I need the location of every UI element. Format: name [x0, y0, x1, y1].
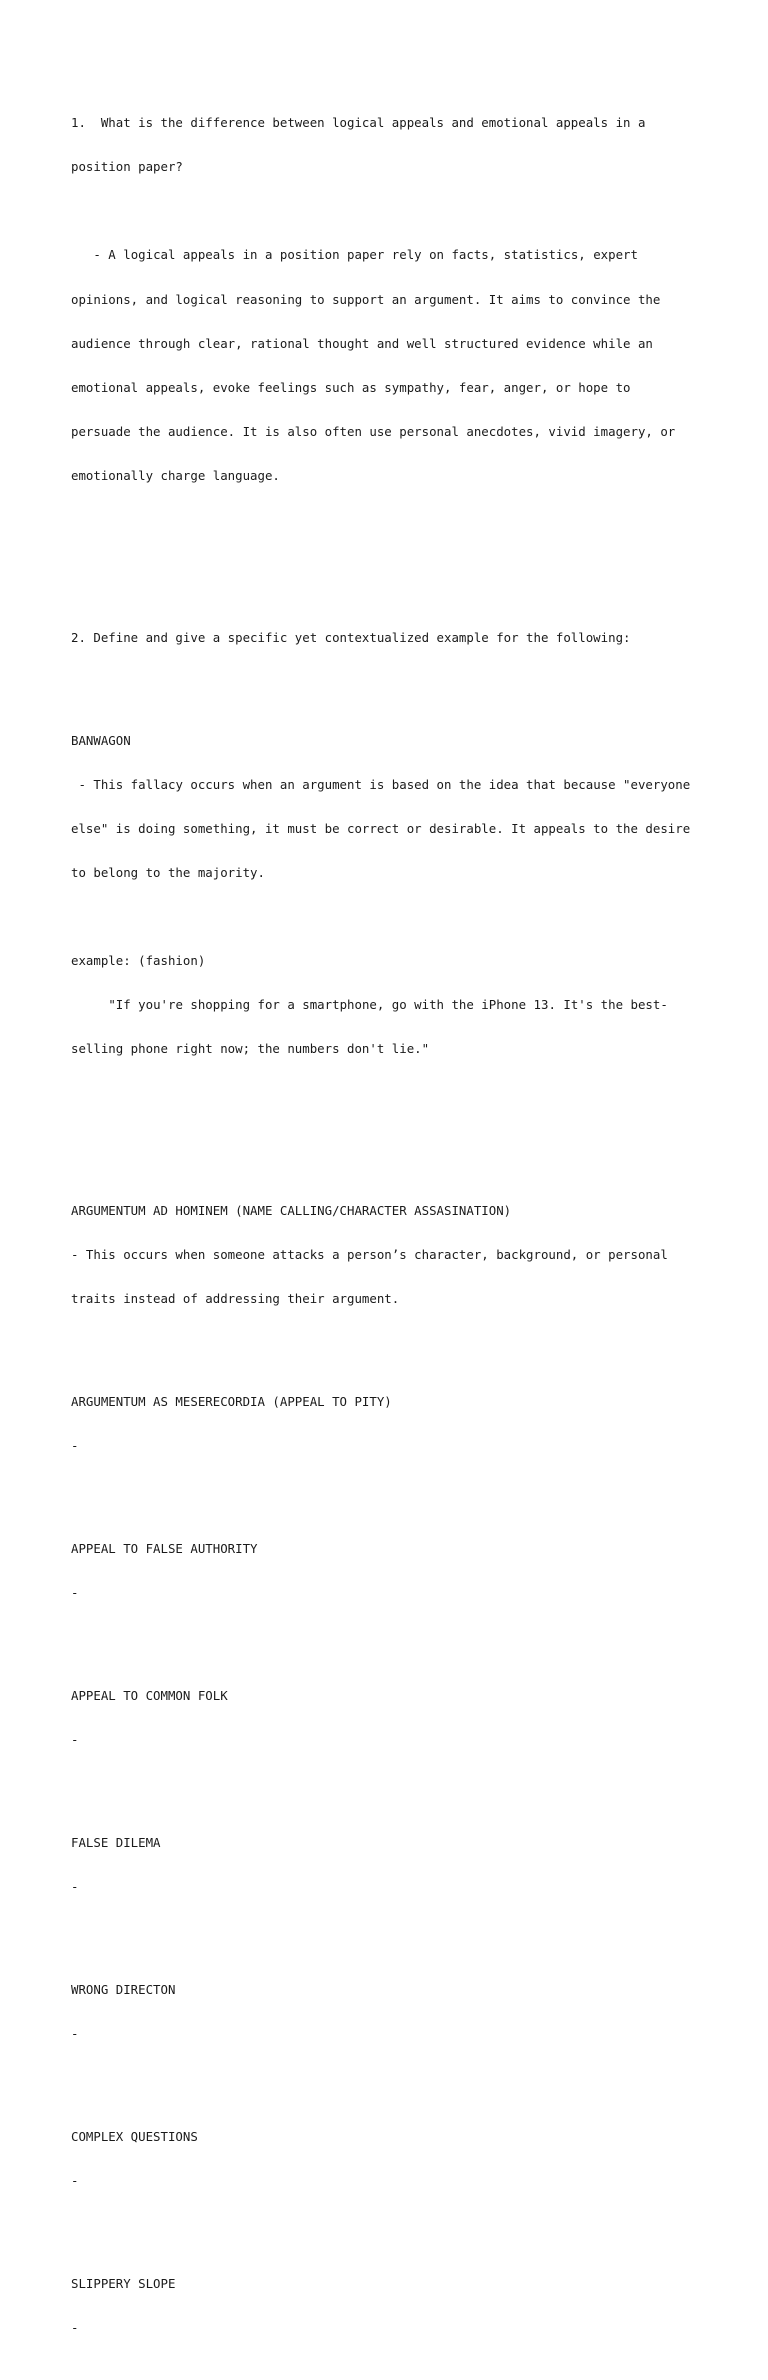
- term-definition-line: to belong to the majority.: [71, 864, 265, 880]
- term-heading: WRONG DIRECTON: [71, 1982, 176, 1998]
- answer-1-line: persuade the audience. It is also often use personal anecdotes, vivid imagery, or: [71, 423, 676, 439]
- term-definition-line: else" is doing something, it must be correct or desirable. It appeals to the desire: [71, 820, 691, 836]
- term-definition: -: [71, 1879, 79, 1895]
- answer-1-line: opinions, and logical reasoning to support an argument. It aims to convince the: [71, 291, 661, 307]
- term-definition: -: [71, 2320, 79, 2336]
- term-heading-bandwagon: BANWAGON: [71, 732, 131, 748]
- answer-1-line: - A logical appeals in a position paper rely on facts, statistics, expert: [71, 247, 638, 263]
- term-heading: COMPLEX QUESTIONS: [71, 2129, 198, 2145]
- term-heading: ARGUMENTUM AS MESERECORDIA (APPEAL TO PITY): [71, 1394, 392, 1410]
- term-definition-line: - This fallacy occurs when an argument is based on the idea that because "everyone: [71, 776, 691, 792]
- question-1-line-2: position paper?: [71, 159, 183, 175]
- question-1-line-1: 1. What is the difference between logical appeals and emotional appeals in a: [71, 115, 646, 131]
- term-definition: -: [71, 1438, 79, 1454]
- example-label: example: (fashion): [71, 953, 206, 969]
- term-heading: SLIPPERY SLOPE: [71, 2276, 176, 2292]
- term-definition: -: [71, 1732, 79, 1748]
- term-heading: APPEAL TO FALSE AUTHORITY: [71, 1541, 258, 1557]
- term-heading: APPEAL TO COMMON FOLK: [71, 1688, 228, 1704]
- term-heading: FALSE DILEMA: [71, 1835, 161, 1851]
- document-body: [71, 72, 711, 2380]
- term-definition-line: traits instead of addressing their argument.: [71, 1291, 400, 1307]
- answer-1-line: emotionally charge language.: [71, 467, 280, 483]
- term-definition: -: [71, 1585, 79, 1601]
- question-2: 2. Define and give a specific yet contextualized example for the following:: [71, 629, 631, 645]
- example-line: selling phone right now; the numbers don't lie.": [71, 1041, 430, 1057]
- example-line: "If you're shopping for a smartphone, go with the iPhone 13. It's the best-: [71, 997, 668, 1013]
- answer-1-line: emotional appeals, evoke feelings such as sympathy, fear, anger, or hope to: [71, 379, 631, 395]
- answer-1-line: audience through clear, rational thought and well structured evidence while an: [71, 335, 653, 351]
- term-definition-line: - This occurs when someone attacks a person’s character, background, or personal: [71, 1247, 668, 1263]
- term-heading-ad-hominem: ARGUMENTUM AD HOMINEM (NAME CALLING/CHARACTER ASSASINATION): [71, 1203, 512, 1219]
- term-definition: -: [71, 2173, 79, 2189]
- term-definition: -: [71, 2026, 79, 2042]
